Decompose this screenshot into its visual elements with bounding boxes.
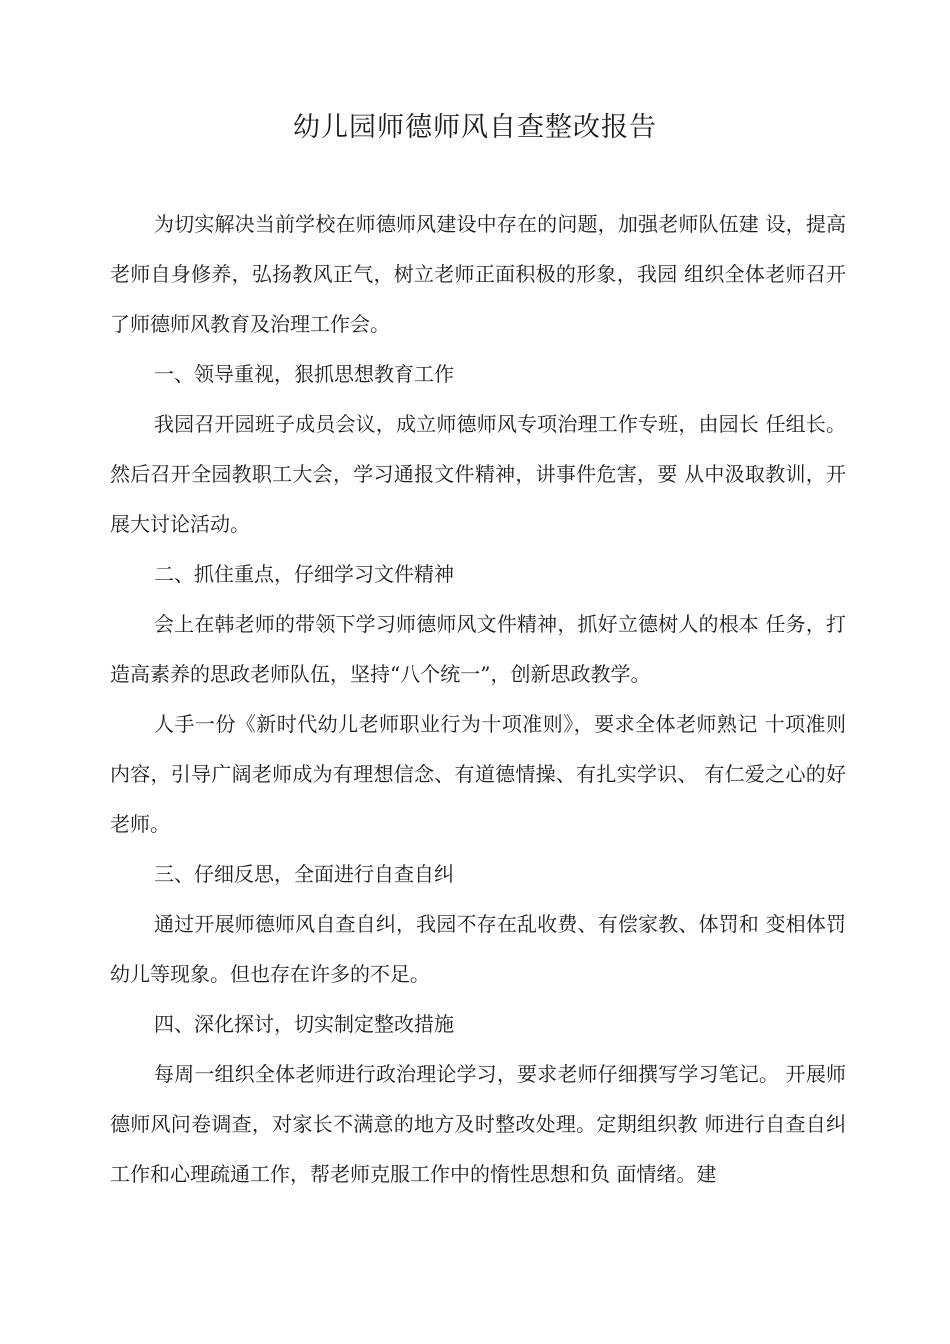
paragraph-section-2b: 人手一份《新时代幼儿老师职业行为十项准则》，要求全体老师熟记 十项准则内容，引导广阔老师成为有理想信念、有道德情操、有扎实学识、 有仁爱之心的好老师。 — [110, 712, 846, 836]
section-heading-1: 一、领导重视，狠抓思想教育工作 — [154, 362, 454, 386]
paragraph-section-2a: 会上在韩老师的带领下学习师德师风文件精神，抓好立德树人的根本 任务，打造高素养的思政老师队伍，坚持“八个统一”，创新思政教学。 — [110, 612, 846, 686]
document-body — [110, 199, 846, 1199]
paragraph-section-3: 通过开展师德师风自查自纠，我园不存在乱收费、有偿家教、体罚和 变相体罚幼儿等现象。但也存在许多的不足。 — [110, 912, 846, 986]
section-heading-2: 二、抓住重点，仔细学习文件精神 — [154, 562, 454, 586]
paragraph-section-4: 每周一组织全体老师进行政治理论学习，要求老师仔细撰写学习笔记。 开展师德师风问卷调查，对家长不满意的地方及时整改处理。定期组织教 师进行自查自纠工作和心理疏通工作，帮老师克服工作中的惰性思想和负 面情绪。建 — [110, 1062, 846, 1186]
paragraph-intro: 为切实解决当前学校在师德师风建设中存在的问题，加强老师队伍建 设，提高老师自身修养，弘扬教风正气，树立老师正面积极的形象，我园 组织全体老师召开了师德师风教育及治理工作会。 — [110, 212, 846, 336]
paragraph-section-1: 我园召开园班子成员会议，成立师德师风专项治理工作专班，由园长 任组长。然后召开全园教职工大会，学习通报文件精神，讲事件危害，要 从中汲取教训，开展大讨论活动。 — [110, 412, 846, 536]
document-title: 幼儿园师德师风自查整改报告 — [293, 112, 657, 143]
section-heading-3: 三、仔细反思，全面进行自查自纠 — [154, 862, 454, 886]
section-heading-4: 四、深化探讨，切实制定整改措施 — [154, 1012, 454, 1036]
